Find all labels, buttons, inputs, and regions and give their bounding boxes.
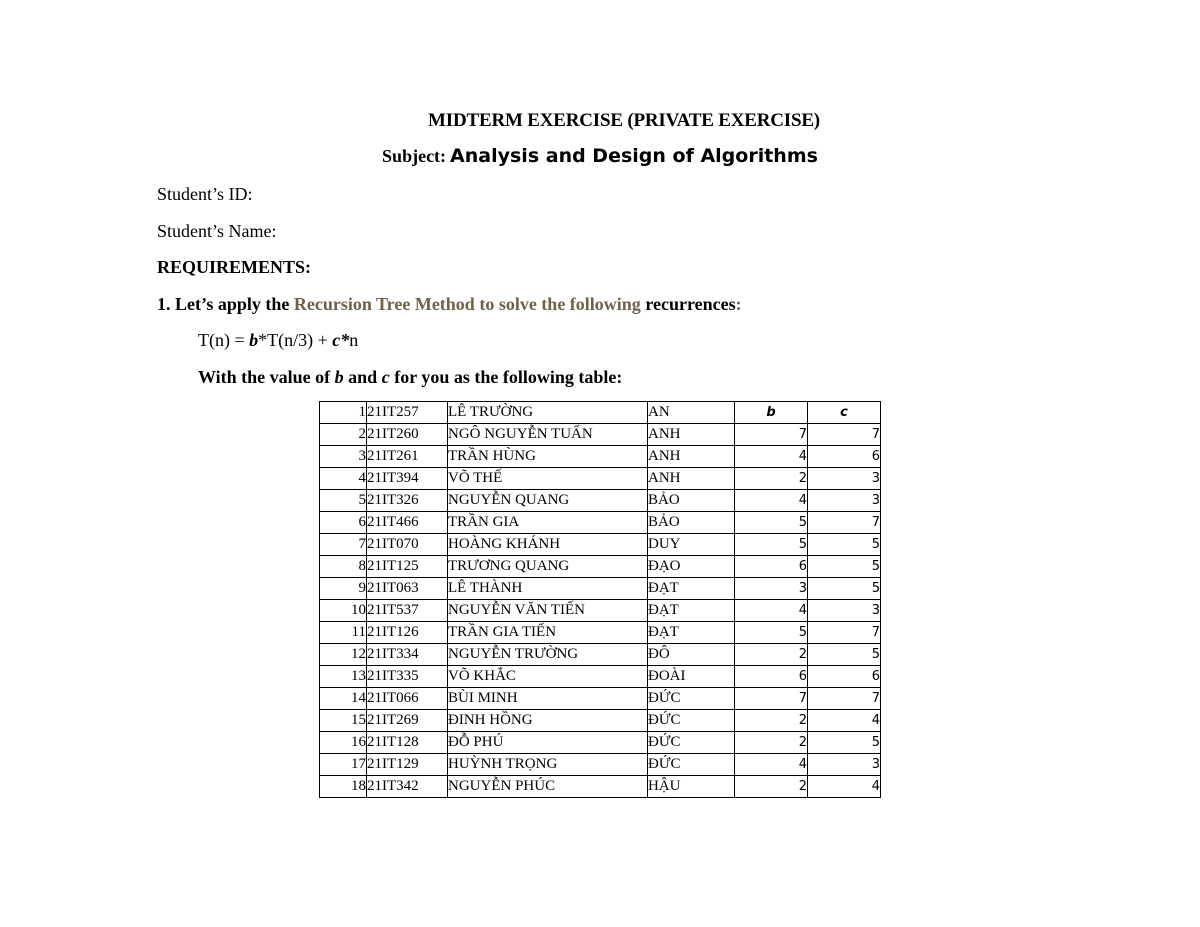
- student-id-cell: 21IT066: [367, 688, 448, 710]
- row-index-cell: 6: [320, 512, 367, 534]
- table-intro-part1: With the value of: [198, 367, 335, 387]
- row-index-cell: 7: [320, 534, 367, 556]
- last-name-cell: NGUYỄN VĂN TIẾN: [448, 600, 648, 622]
- c-value-cell: 5: [808, 644, 881, 666]
- student-id-cell: 21IT394: [367, 468, 448, 490]
- student-id-cell: 21IT466: [367, 512, 448, 534]
- row-index-cell: 1: [320, 402, 367, 424]
- c-value-cell: 3: [808, 754, 881, 776]
- table-intro-part2: and: [343, 367, 382, 387]
- table-row: [320, 622, 881, 644]
- row-index-cell: 10: [320, 600, 367, 622]
- document-title: MIDTERM EXERCISE (PRIVATE EXERCISE): [428, 110, 820, 131]
- b-value-cell: 4: [735, 600, 808, 622]
- student-id-cell: 21IT334: [367, 644, 448, 666]
- row-index-cell: 5: [320, 490, 367, 512]
- row-index-cell: 2: [320, 424, 367, 446]
- student-id-cell: 21IT129: [367, 754, 448, 776]
- row-index-cell: 18: [320, 776, 367, 798]
- b-value-cell: 4: [735, 490, 808, 512]
- table-row: [320, 666, 881, 688]
- c-header-cell: c: [808, 402, 881, 424]
- b-value-cell: 4: [735, 754, 808, 776]
- table-intro: [198, 367, 622, 388]
- task-1-highlight: Recursion Tree Method to solve the following: [293, 294, 641, 314]
- first-name-cell: HẬU: [648, 776, 735, 798]
- row-index-cell: 9: [320, 578, 367, 600]
- row-index-cell: 4: [320, 468, 367, 490]
- last-name-cell: TRẦN GIA: [448, 512, 648, 534]
- last-name-cell: ĐỖ PHÚ: [448, 732, 648, 754]
- b-value-cell: 4: [735, 446, 808, 468]
- table-row: [320, 776, 881, 798]
- b-value-cell: 2: [735, 732, 808, 754]
- c-value-cell: 4: [808, 776, 881, 798]
- table-row: [320, 424, 881, 446]
- student-id-cell: 21IT126: [367, 622, 448, 644]
- first-name-cell: ANH: [648, 446, 735, 468]
- table-row: [320, 446, 881, 468]
- c-value-cell: 7: [808, 688, 881, 710]
- first-name-cell: DUY: [648, 534, 735, 556]
- b-value-cell: 5: [735, 622, 808, 644]
- b-value-cell: 2: [735, 468, 808, 490]
- c-value-cell: 7: [808, 512, 881, 534]
- table-row: [320, 490, 881, 512]
- student-id-cell: 21IT125: [367, 556, 448, 578]
- recurrence-star: *: [340, 330, 350, 350]
- last-name-cell: NGUYỄN PHÚC: [448, 776, 648, 798]
- row-index-cell: 13: [320, 666, 367, 688]
- b-value-cell: 5: [735, 512, 808, 534]
- c-value-cell: 5: [808, 534, 881, 556]
- table-row: [320, 512, 881, 534]
- b-value-cell: 2: [735, 644, 808, 666]
- task-1-text: [157, 294, 742, 315]
- row-index-cell: 14: [320, 688, 367, 710]
- last-name-cell: BÙI MINH: [448, 688, 648, 710]
- recurrence-c: c: [332, 330, 341, 350]
- subject-line: [0, 145, 1200, 167]
- c-value-cell: 4: [808, 710, 881, 732]
- table-intro-b: b: [334, 367, 344, 387]
- row-index-cell: 12: [320, 644, 367, 666]
- last-name-cell: NGUYỄN QUANG: [448, 490, 648, 512]
- student-id-cell: 21IT269: [367, 710, 448, 732]
- last-name-cell: HOÀNG KHÁNH: [448, 534, 648, 556]
- task-1-colon: :: [735, 294, 742, 314]
- last-name-cell: LÊ THÀNH: [448, 578, 648, 600]
- last-name-cell: TRẦN GIA TIẾN: [448, 622, 648, 644]
- table-row: [320, 600, 881, 622]
- c-value-cell: 6: [808, 666, 881, 688]
- table-row: [320, 732, 881, 754]
- table-intro-part3: for you as the following table:: [389, 367, 623, 387]
- student-id-cell: 21IT063: [367, 578, 448, 600]
- b-value-cell: 7: [735, 424, 808, 446]
- row-index-cell: 8: [320, 556, 367, 578]
- student-id-cell: 21IT537: [367, 600, 448, 622]
- c-value-cell: 3: [808, 600, 881, 622]
- recurrence-part2: *T(n/3) +: [258, 330, 333, 350]
- first-name-cell: AN: [648, 402, 735, 424]
- c-value-cell: 5: [808, 556, 881, 578]
- first-name-cell: ANH: [648, 468, 735, 490]
- recurrence-n: n: [349, 330, 359, 350]
- last-name-cell: HUỲNH TRỌNG: [448, 754, 648, 776]
- subject-value: Analysis and Design of Algorithms: [450, 145, 818, 167]
- b-header-cell: b: [735, 402, 808, 424]
- student-id-cell: 21IT260: [367, 424, 448, 446]
- student-id-cell: 21IT128: [367, 732, 448, 754]
- row-index-cell: 3: [320, 446, 367, 468]
- first-name-cell: ĐOÀI: [648, 666, 735, 688]
- requirements-heading: REQUIREMENTS:: [157, 257, 312, 277]
- subject-label: Subject:: [382, 146, 447, 166]
- recurrence-b: b: [249, 330, 259, 350]
- table-row: [320, 688, 881, 710]
- first-name-cell: ĐỨC: [648, 688, 735, 710]
- b-value-cell: 5: [735, 534, 808, 556]
- row-index-cell: 11: [320, 622, 367, 644]
- first-name-cell: ĐẠT: [648, 622, 735, 644]
- table-row: [320, 644, 881, 666]
- c-value-cell: 3: [808, 490, 881, 512]
- last-name-cell: TRƯƠNG QUANG: [448, 556, 648, 578]
- table-row: [320, 556, 881, 578]
- first-name-cell: ANH: [648, 424, 735, 446]
- last-name-cell: VÕ KHẮC: [448, 666, 648, 688]
- first-name-cell: ĐỨC: [648, 754, 735, 776]
- table-row: [320, 402, 881, 424]
- first-name-cell: BẢO: [648, 490, 735, 512]
- first-name-cell: BẢO: [648, 512, 735, 534]
- last-name-cell: VÕ THẾ: [448, 468, 648, 490]
- row-index-cell: 17: [320, 754, 367, 776]
- row-index-cell: 16: [320, 732, 367, 754]
- c-value-cell: 6: [808, 446, 881, 468]
- student-id-cell: 21IT335: [367, 666, 448, 688]
- student-id-cell: 21IT342: [367, 776, 448, 798]
- first-name-cell: ĐÔ: [648, 644, 735, 666]
- student-table-body: [320, 402, 881, 798]
- last-name-cell: NGÔ NGUYỄN TUẤN: [448, 424, 648, 446]
- last-name-cell: NGUYỄN TRƯỜNG: [448, 644, 648, 666]
- c-value-cell: 3: [808, 468, 881, 490]
- student-id-label: Student’s ID:: [157, 184, 253, 204]
- b-value-cell: 6: [735, 556, 808, 578]
- first-name-cell: ĐỨC: [648, 732, 735, 754]
- student-id-cell: 21IT070: [367, 534, 448, 556]
- last-name-cell: ĐINH HỒNG: [448, 710, 648, 732]
- task-1-prefix: 1. Let’s apply the: [157, 294, 294, 314]
- c-value-cell: 5: [808, 578, 881, 600]
- table-row: [320, 534, 881, 556]
- b-value-cell: 7: [735, 688, 808, 710]
- c-value-cell: 7: [808, 622, 881, 644]
- b-value-cell: 6: [735, 666, 808, 688]
- table-row: [320, 754, 881, 776]
- table-row: [320, 578, 881, 600]
- recurrence-part1: T(n) =: [198, 330, 250, 350]
- first-name-cell: ĐỨC: [648, 710, 735, 732]
- student-id-cell: 21IT257: [367, 402, 448, 424]
- b-value-cell: 2: [735, 710, 808, 732]
- table-intro-c: c: [381, 367, 390, 387]
- row-index-cell: 15: [320, 710, 367, 732]
- b-value-cell: 2: [735, 776, 808, 798]
- student-id-cell: 21IT261: [367, 446, 448, 468]
- student-id-cell: 21IT326: [367, 490, 448, 512]
- last-name-cell: LÊ TRƯỜNG: [448, 402, 648, 424]
- table-row: [320, 710, 881, 732]
- last-name-cell: TRẦN HÙNG: [448, 446, 648, 468]
- b-value-cell: 3: [735, 578, 808, 600]
- student-name-label: Student’s Name:: [157, 221, 277, 241]
- table-row: [320, 468, 881, 490]
- task-1-suffix: recurrences: [640, 294, 736, 314]
- recurrence-formula: [198, 330, 358, 351]
- first-name-cell: ĐẠO: [648, 556, 735, 578]
- student-table: [319, 401, 881, 798]
- c-value-cell: 7: [808, 424, 881, 446]
- first-name-cell: ĐẠT: [648, 578, 735, 600]
- c-value-cell: 5: [808, 732, 881, 754]
- first-name-cell: ĐẠT: [648, 600, 735, 622]
